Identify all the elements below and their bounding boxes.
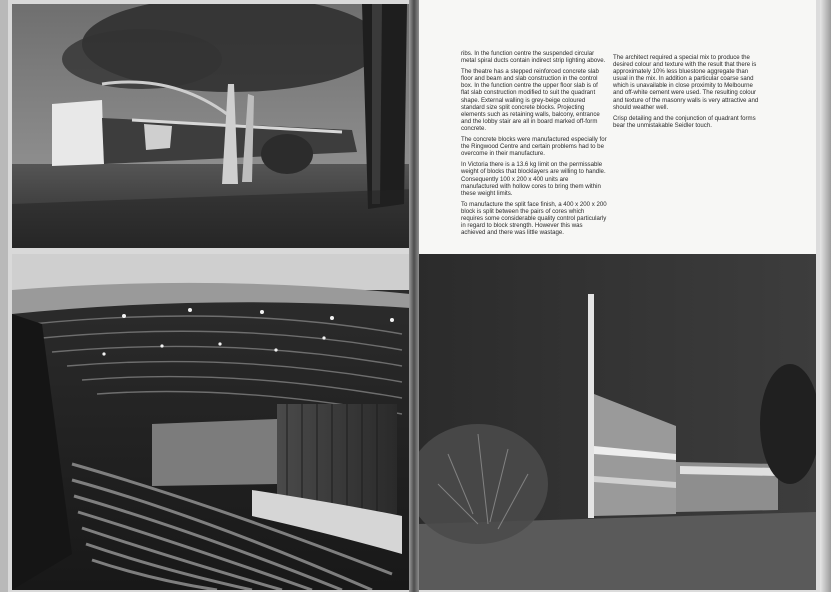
photo-exterior-building	[418, 254, 816, 590]
spine-gutter	[409, 0, 419, 592]
paragraph: The theatre has a stepped reinforced concrete slab floor and beam and slab construction in the control box. In the function centre the upper floor slab is of flat slab construction modified to suit the quadrant shape. External walling is grey-beige coloured standard size split concrete blocks. Projecting elements such as retaining walls, balcony, entrance and the lobby stair are all in board marked off-form concrete.	[461, 68, 600, 132]
paragraph: Crisp detailing and the conjunction of quadrant forms bear the unmistakable Seidler touch.	[613, 114, 756, 129]
page-edge	[820, 0, 831, 592]
paragraph: The architect required a special mix to produce the desired colour and texture with the result that there is approximately 10% less bluestone aggregate than usual in the mix. In addition a particular coarse sand which is unavailable in close proximity to Melbourne and off-white cement were used. The resulting colour and texture of the masonry walls is very attractive and should weather well.	[613, 54, 759, 111]
paragraph: The concrete blocks were manufactured especially for the Ringwood Centre and certain problems had to be overcome in their manufacture.	[461, 136, 607, 158]
photo-theatre-interior	[12, 254, 410, 590]
paragraph: In Victoria there is a 13.6 kg limit on the permissable weight of blocks that blocklayers are willing to handle. Consequently 100 x 200 x 400 units are manufactured with hollow cores to bring them within these weight limits.	[461, 161, 606, 197]
paragraph: ribs. In the function centre the suspended circular metal spiral ducts contain indirect strip lighting above.	[461, 50, 606, 65]
article-column-1	[461, 50, 607, 240]
article-column-2	[613, 54, 761, 133]
paragraph: To manufacture the split face finish, a 400 x 200 x 200 block is split between the pairs of cores which requires some considerable quality control particularly in regard to block strength. However this was achieved and there was little wastage.	[461, 200, 607, 237]
photo-exterior-trees	[12, 4, 414, 248]
